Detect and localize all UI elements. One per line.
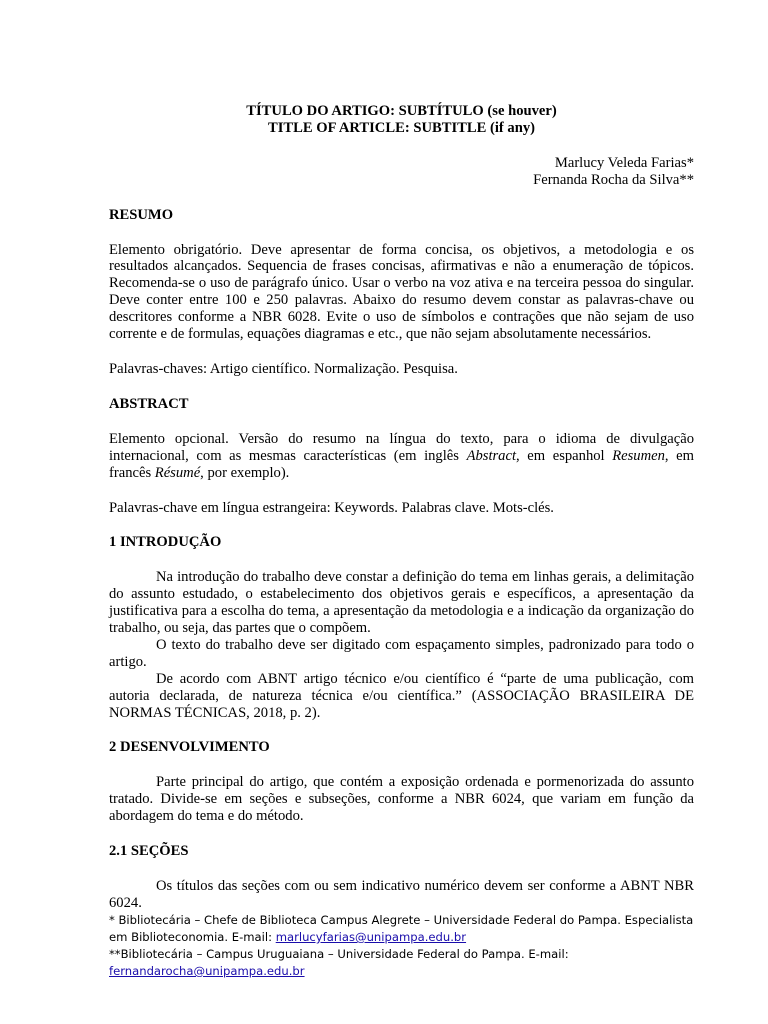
abstract-heading: ABSTRACT [109, 395, 189, 412]
footnote-text: **Bibliotecária – Campus Uruguaiana – Universidade Federal do Pampa. E-mail: [109, 947, 569, 961]
introducao-paragraph: Na introdução do trabalho deve constar a definição do tema em linhas gerais, a delimitação do assunto estudado, o estabelecimento dos objetivos gerais e específicos, a apresentação da justificativa para a escolha do tema, a apresentação da metodologia e a indicação da organização do trabalho, ou seja, das partes que o compõem. [109, 569, 694, 637]
abstract-italic-term: Résumé [154, 464, 201, 481]
secoes-heading: 2.1 SEÇÕES [109, 843, 189, 860]
author-list [109, 155, 694, 189]
desenvolvimento-heading: 2 DESENVOLVIMENTO [109, 739, 270, 756]
author-name: Fernanda Rocha da Silva** [533, 171, 694, 188]
author-name: Marlucy Veleda Farias* [554, 154, 694, 171]
footnote [109, 946, 709, 980]
abstract-text-part: Elemento opcional. Versão do resumo na língua do texto, para o idioma de divulgação internacional, com as mesmas características (em inglês [109, 430, 694, 464]
document-body [109, 103, 694, 912]
article-title-english: TITLE OF ARTICLE: SUBTITLE (if any) [268, 119, 535, 136]
abstract-italic-term: Abstract [466, 447, 517, 464]
introducao-heading: 1 INTRODUÇÃO [109, 534, 222, 551]
resumo-text: Elemento obrigatório. Deve apresentar de forma concisa, os objetivos, a metodologia e os resultados alcançados. Sequencia de frases concisas, afirmativas e não a enumeração de tópicos. Recomenda-se o uso de parágrafo único. Usar o verbo na voz ativa e na terceira pessoa do singular. Deve conter entre 100 e 250 palavras. Abaixo do resumo devem constar as palavras-chave ou descritores conforme a NBR 6028. Evite o uso de símbolos e contrações que não sejam de uso corrente e de formulas, equações diagramas e etc., que não sejam absolutamente necessários. [109, 241, 694, 343]
resumo-keywords: Palavras-chaves: Artigo científico. Normalização. Pesquisa. [109, 360, 458, 377]
article-title: TÍTULO DO ARTIGO: SUBTÍTULO (se houver) [246, 103, 557, 119]
footnote-text: * Bibliotecária – Chefe de Biblioteca Campus Alegrete – Universidade Federal do Pampa. Especialista em Biblioteconomia. E-mail: [109, 913, 694, 944]
footnotes [109, 912, 709, 980]
email-link[interactable]: fernandarocha@unipampa.edu.br [109, 964, 305, 978]
desenvolvimento-paragraph: Parte principal do artigo, que contém a exposição ordenada e pormenorizada do assunto tratado. Divide-se em seções e subseções, conforme a NBR 6024, que variam em função da abordagem do tema e do método. [109, 774, 694, 825]
resumo-heading: RESUMO [109, 206, 174, 223]
introducao-paragraph: O texto do trabalho deve ser digitado com espaçamento simples, padronizado para todo o artigo. [109, 636, 694, 670]
abstract-text [109, 431, 694, 482]
abstract-text-part: , em francês [109, 447, 694, 481]
abstract-text-part: , em espanhol [516, 447, 613, 464]
abstract-keywords: Palavras-chave em língua estrangeira: Keywords. Palabras clave. Mots-clés. [109, 499, 554, 516]
introducao-paragraph: De acordo com ABNT artigo técnico e/ou científico é “parte de uma publicação, com autoria declarada, de natureza técnica e/ou científica.” (ASSOCIAÇÃO BRASILEIRA DE NORMAS TÉCNICAS, 2018, p. 2). [109, 670, 694, 721]
footnote [109, 912, 709, 946]
email-link[interactable]: marlucyfarias@unipampa.edu.br [275, 930, 467, 944]
abstract-italic-term: Resumen [612, 447, 665, 464]
abstract-text-part: , por exemplo). [200, 464, 290, 481]
secoes-paragraph: Os títulos das seções com ou sem indicativo numérico devem ser conforme a ABNT NBR 6024. [109, 878, 694, 911]
